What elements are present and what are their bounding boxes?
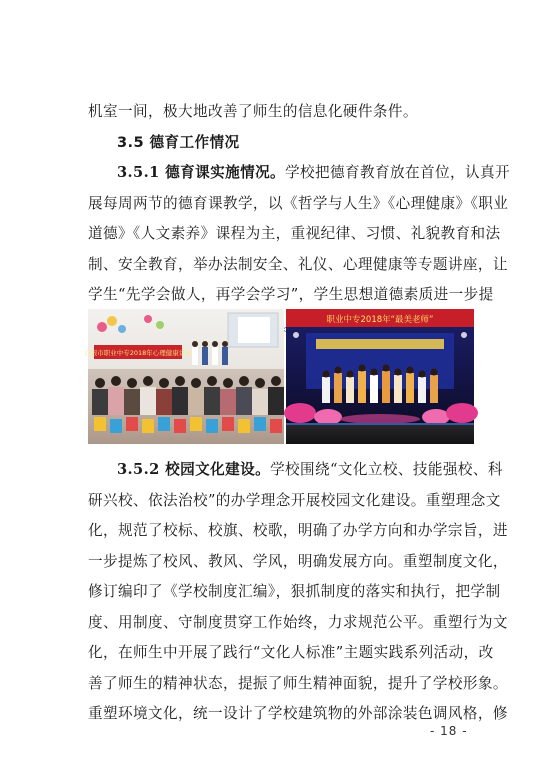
paragraph-line: 研兴校、依法治校”的办学理念开展校园文化建设。重塑理念文 [88,491,501,509]
paragraph-line: 化，规范了校标、校旗、校歌，明确了办学方向和办学宗旨，进 [88,522,508,539]
subsection-title: 3.5.2 校园文化建设。 [117,461,271,478]
lecture-photo-graphic [84,309,284,444]
text-line: 机室一间，极大地改善了师生的信息化硬件条件。 [88,103,418,120]
stage-photo-graphic [286,309,474,444]
paragraph-line [88,455,503,486]
paragraph-line: 度、用制度、守制度贯穿工作始终，力求规范公平。重塑行为文 [88,613,508,631]
paragraph-text: 学校围绕“文化立校、技能强校、科 [270,461,503,478]
paragraph-line: 制、安全教育，举办法制安全、礼仪、心理健康等专题讲座，让 [88,255,508,273]
paragraph-line: 化，在师生中开展了践行“文化人标准”主题实践系列活动，改 [88,644,494,661]
page-number: - 18 - [430,724,468,738]
paragraph-text: 学校把德育教育放在首位，认真开 [285,164,510,181]
paragraph-line: 重塑环境文化，统一设计了学校建筑物的外部涂装色调风格，修 [88,705,508,722]
subsection-title: 3.5.1 德育课实施情况。 [117,164,286,181]
paragraph-line [88,158,510,189]
stage-banner-text: 职业中专2018年“最美老师” [326,315,434,325]
paragraph-line: 一步提炼了校风、教风、学风，明确发展方向。重塑制度文化， [88,552,508,570]
lecture-photo [84,309,284,444]
paragraph-line: 修订编印了《学校制度汇编》，狠抓制度的落实和执行，把学制 [88,583,501,600]
paragraph-line: 善了师生的精神状态，提振了师生精神面貌，提升了学校形象。 [88,674,508,692]
paragraph-line: 展每周两节的德育课教学，以《哲学与人生》《心理健康》《职业 [88,194,509,212]
lecture-banner-text: 白银市职业中专2018年心理健康讲座 [84,349,192,357]
paragraph-line: 学生“先学会做人，再学会学习”，学生思想道德素质进一步提 [88,286,494,303]
bottom-text-block [88,455,508,730]
stage-photo [286,309,474,444]
top-text-block [88,97,510,341]
paragraph-line: 道德》《人文素养》课程为主，重视纪律、习惯、礼貌教育和法 [88,225,501,242]
section-heading: 3.5 德育工作情况 [117,133,240,151]
